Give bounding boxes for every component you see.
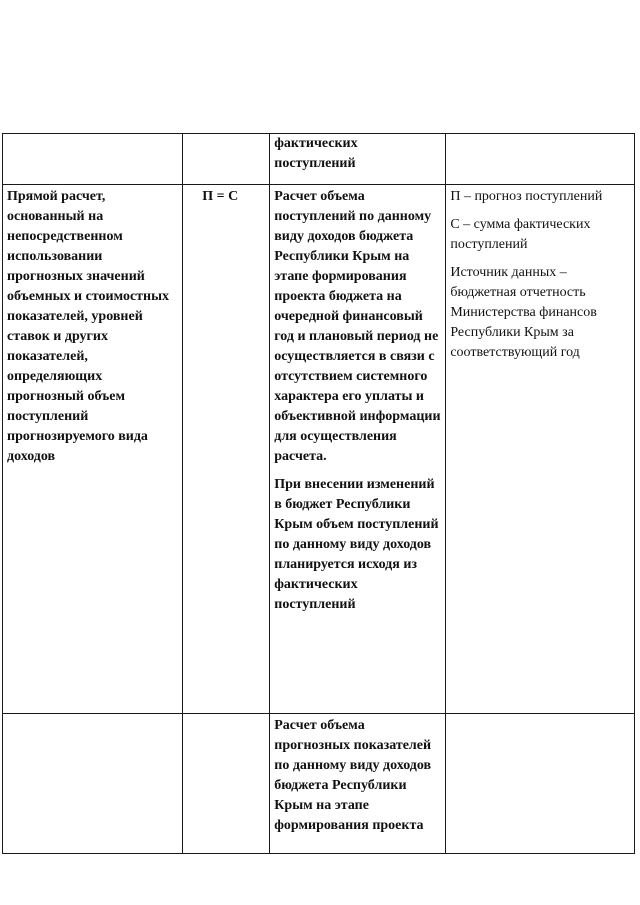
table-row <box>3 134 635 185</box>
table-cell-method <box>3 134 183 185</box>
formula-text: П = С <box>202 189 239 204</box>
table-cell-formula <box>183 134 270 185</box>
description-paragraph: Расчет объема поступлений по данному виду доходов бюджета Республики Крым на этапе формирования проекта бюджета на очередной финансовый год и плановый период не осуществляется в связи с отсутствием системного характера его уплаты и объективной информации для осуществления расчета. <box>274 189 441 464</box>
table-cell-method <box>3 714 183 854</box>
table-cell-notes <box>446 134 635 185</box>
table-cell-description <box>270 714 446 854</box>
notes-paragraph: С – сумма фактических поступлений <box>450 217 591 252</box>
table-cell-notes <box>446 185 635 714</box>
table-cell-notes <box>446 714 635 854</box>
table-cell-formula <box>183 714 270 854</box>
table-row <box>3 185 635 714</box>
table-cell-description <box>270 134 446 185</box>
cell-text: фактических поступлений <box>274 136 358 171</box>
table-cell-description <box>270 185 446 714</box>
cell-text: Расчет объема прогнозных показателей по данному виду доходов бюджета Республики Крым на этапе формирования проекта <box>274 718 432 833</box>
table-row <box>3 714 635 854</box>
notes-paragraph: Источник данных – бюджетная отчетность Министерства финансов Республики Крым за соответствующий год <box>450 265 597 360</box>
method-text: Прямой расчет, основанный на непосредственном использовании прогнозных значений объемных и стоимостных показателей, уровней ставок и других показателей, определяющих прогнозный объем поступлений прогнозируемого вида доходов <box>7 189 170 464</box>
notes-paragraph: П – прогноз поступлений <box>450 189 603 204</box>
description-paragraph: При внесении изменений в бюджет Республики Крым объем поступлений по данному виду доходов планируется исходя из фактических поступлений <box>274 477 439 612</box>
revenue-forecast-table <box>2 133 635 854</box>
table-cell-formula <box>183 185 270 714</box>
table-cell-method <box>3 185 183 714</box>
